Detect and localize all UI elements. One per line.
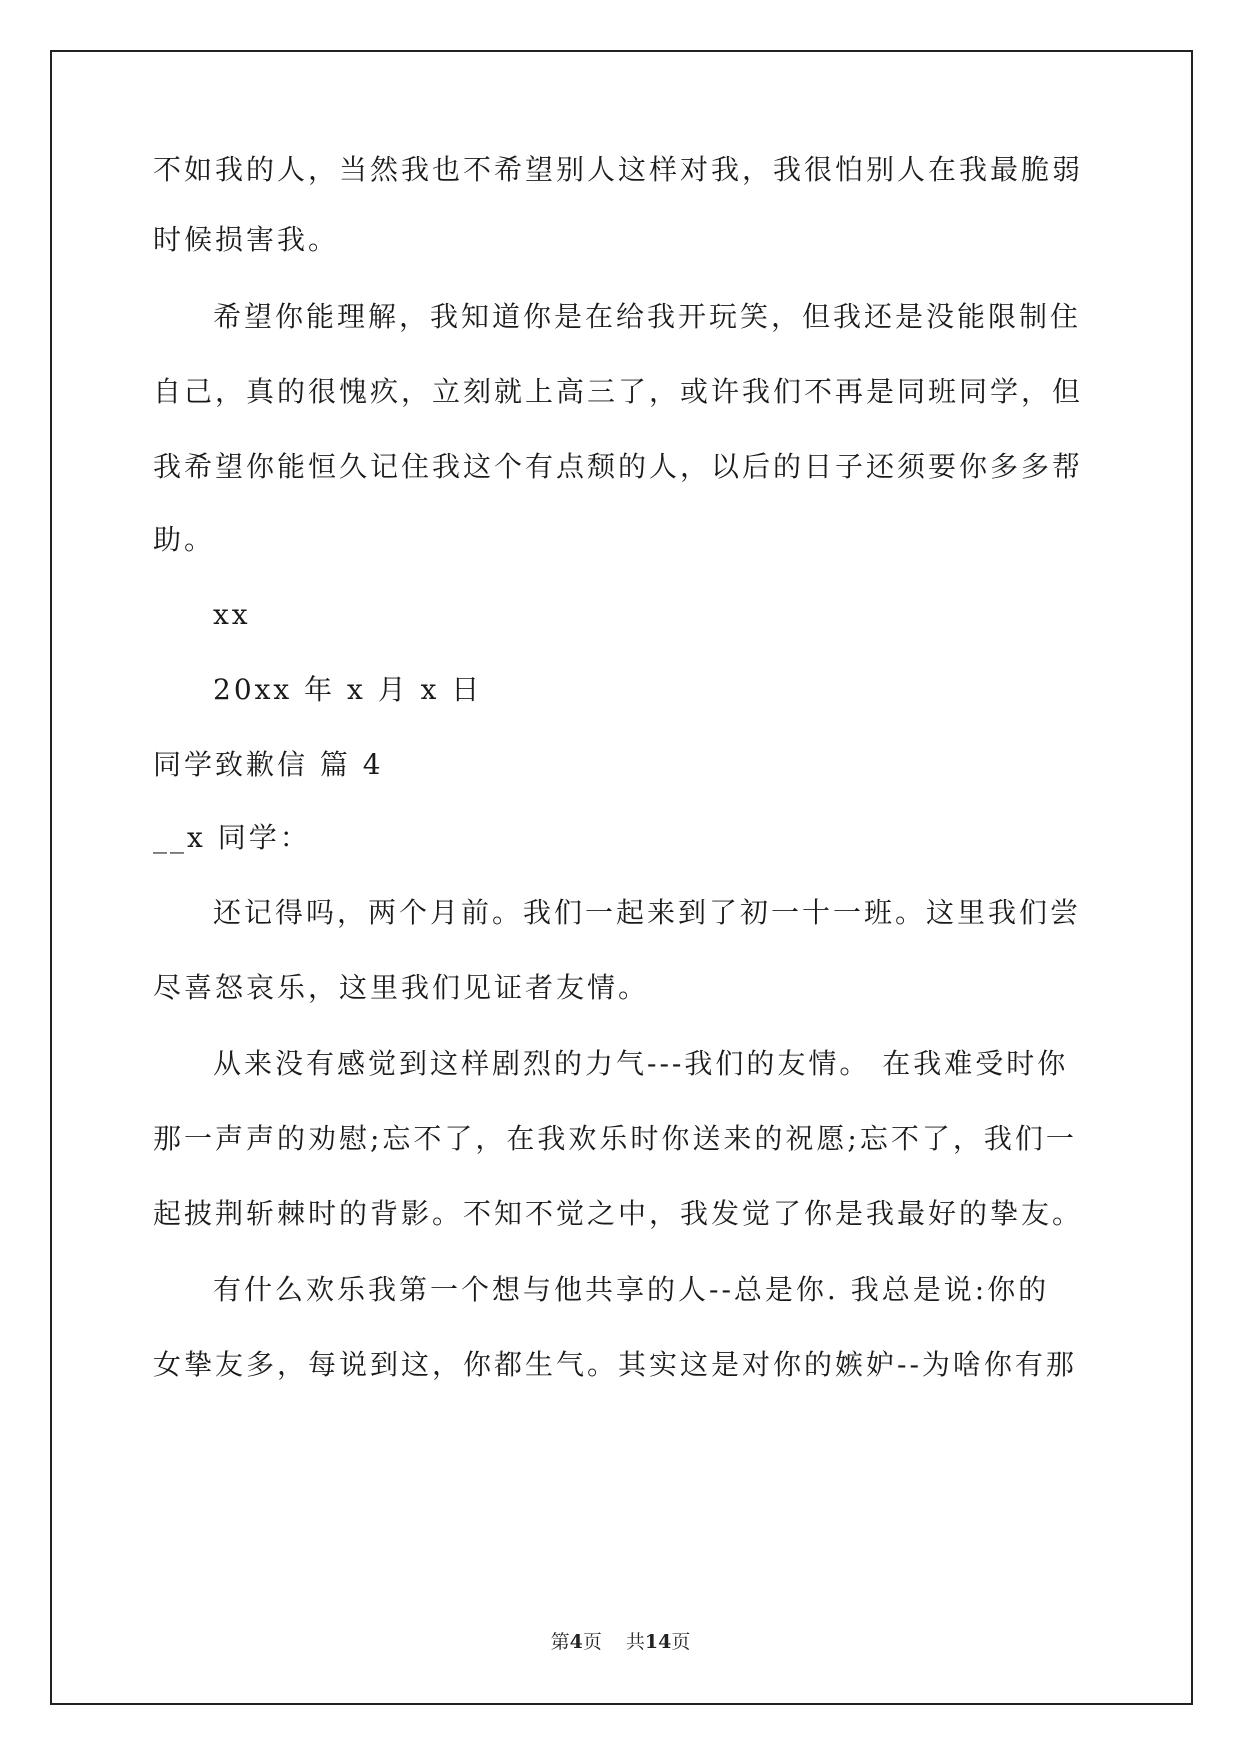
section-title: 同学致歉信 篇 4 [153,748,384,781]
body-line: 希望你能理解，我知道你是在给我开玩笑，但我还是没能限制住 [213,300,1082,333]
page-suffix: 页 [582,1631,602,1653]
body-line: 尽喜怒哀乐，这里我们见证者友情。 [153,971,650,1004]
body-line: 起披荆斩棘时的背影。不知不觉之中，我发觉了你是我最好的挚友。 [153,1197,1084,1230]
body-line: 我希望你能恒久记住我这个有点颓的人，以后的日子还须要你多多帮 [153,450,1084,483]
body-line: 自己，真的很愧疚，立刻就上高三了，或许我们不再是同班同学，但 [153,375,1084,408]
body-line: 不如我的人，当然我也不希望别人这样对我，我很怕别人在我最脆弱 [153,153,1084,186]
letter-date: 20xx 年 x 月 x 日 [213,673,483,706]
body-line: 从来没有感觉到这样剧烈的力气---我们的友情。 在我难受时你 [213,1047,1069,1080]
total-prefix: 共 [625,1631,645,1653]
body-line: 女挚友多，每说到这，你都生气。其实这是对你的嫉妒--为啥你有那 [153,1348,1077,1381]
signature: xx [213,598,251,631]
body-line: 那一声声的劝慰;忘不了，在我欢乐时你送来的祝愿;忘不了，我们一 [153,1122,1077,1155]
page-current: 4 [569,1631,583,1653]
page-prefix: 第 [550,1631,570,1653]
body-line: 还记得吗，两个月前。我们一起来到了初一十一班。这里我们尝 [213,896,1082,929]
body-line: 有什么欢乐我第一个想与他共享的人--总是你. 我总是说:你的 [213,1273,1050,1306]
total-suffix: 页 [671,1631,691,1653]
page-footer [0,1630,1241,1654]
page-total: 14 [644,1631,672,1653]
body-line: 时候损害我。 [153,223,340,256]
body-line: 助。 [153,523,216,556]
salutation: __x 同学： [153,821,311,854]
